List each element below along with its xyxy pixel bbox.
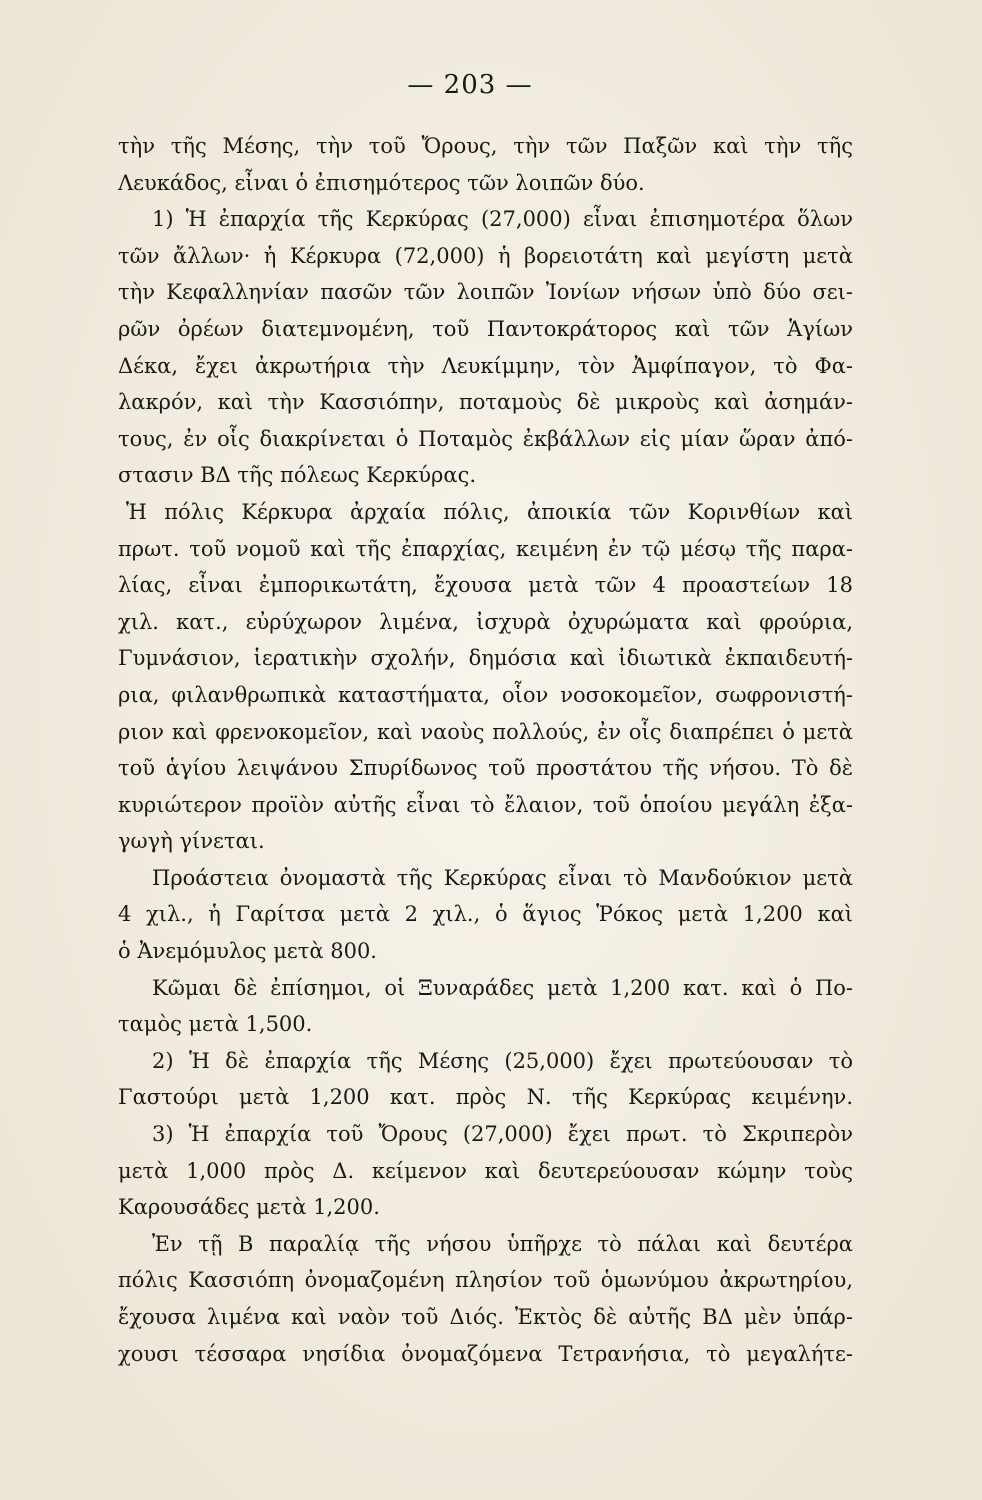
text-line: τὴν Κεφαλληνίαν πασῶν τῶν λοιπῶν Ἰονίων νήσων ὑπὸ δύο σει- — [118, 280, 853, 305]
text-line: πόλις Κασσιόπη ὀνομαζομένη πλησίον τοῦ ὁμωνύμου ἀκρωτηρίου, — [118, 1268, 853, 1293]
text-line: χιλ. κατ., εὐρύχωρον λιμένα, ἰσχυρὰ ὀχυρώματα καὶ φρούρια, — [118, 609, 853, 634]
text-line: ρῶν ὀρέων διατεμνομένη, τοῦ Παντοκράτορος καὶ τῶν Ἁγίων — [118, 316, 853, 341]
body-text — [118, 128, 853, 1372]
text-line: μετὰ 1,000 πρὸς Δ. κείμενον καὶ δευτερεύουσαν κώμην τοὺς — [118, 1158, 853, 1183]
text-line: Καρουσάδες μετὰ 1,200. — [118, 1195, 380, 1220]
text-line: Λευκάδος, εἶναι ὁ ἐπισημότερος τῶν λοιπῶν δύο. — [118, 170, 645, 195]
text-line: Ἐν τῇ Β παραλίᾳ τῆς νήσου ὑπῆρχε τὸ πάλαι καὶ δευτέρα — [152, 1231, 853, 1256]
text-line: ταμὸς μετὰ 1,500. — [118, 1012, 313, 1037]
text-line: κυριώτερον προϊὸν αὐτῆς εἶναι τὸ ἔλαιον, τοῦ ὁποίου μεγάλη ἐξα- — [118, 792, 853, 817]
text-line: ἔχουσα λιμένα καὶ ναὸν τοῦ Διός. Ἐκτὸς δὲ αὐτῆς ΒΔ μὲν ὑπάρ- — [118, 1305, 853, 1329]
text-line: Ἡ πόλις Κέρκυρα ἀρχαία πόλις, ἀποικία τῶν Κορινθίων καὶ — [126, 499, 853, 524]
text-line: ὁ Ἀνεμόμυλος μετὰ 800. — [118, 939, 377, 964]
text-line: Δέκα, ἔχει ἀκρωτήρια τὴν Λευκίμμην, τὸν Ἀμφίπαγον, τὸ Φα- — [118, 353, 853, 378]
text-line: 1) Ἡ ἐπαρχία τῆς Κερκύρας (27,000) εἶναι ἐπισημοτέρα ὅλων — [152, 207, 853, 232]
text-line: ριον καὶ φρενοκομεῖον, καὶ ναοὺς πολλούς, ἐν οἷς διαπρέπει ὁ μετὰ — [118, 719, 853, 744]
text-line: γωγὴ γίνεται. — [118, 829, 265, 854]
text-line: Προάστεια ὀνομαστὰ τῆς Κερκύρας εἶναι τὸ Μανδούκιον μετὰ — [152, 865, 853, 890]
text-line: 4 χιλ., ἡ Γαρίτσα μετὰ 2 χιλ., ὁ ἅγιος Ῥόκος μετὰ 1,200 καὶ — [118, 902, 853, 927]
text-line: στασιν ΒΔ τῆς πόλεως Κερκύρας. — [118, 463, 477, 488]
text-line: 2) Ἡ δὲ ἐπαρχία τῆς Μέσης (25,000) ἔχει πρωτεύουσαν τὸ — [152, 1048, 853, 1073]
text-line: πρωτ. τοῦ νομοῦ καὶ τῆς ἐπαρχίας, κειμένη ἐν τῷ μέσῳ τῆς παρα- — [118, 536, 853, 561]
text-line: τους, ἐν οἷς διακρίνεται ὁ Ποταμὸς ἐκβάλλων εἰς μίαν ὥραν ἀπό- — [118, 426, 853, 451]
text-line: ρια, φιλανθρωπικὰ καταστήματα, οἷον νοσοκομεῖον, σωφρονιστή- — [118, 682, 853, 707]
text-line: Κῶμαι δὲ ἐπίσημοι, οἱ Ξυναράδες μετὰ 1,200 κατ. καὶ ὁ Πο- — [152, 975, 853, 1000]
text-line: τοῦ ἁγίου λειψάνου Σπυρίδωνος τοῦ προστάτου τῆς νήσου. Τὸ δὲ — [118, 756, 853, 781]
text-line: λίας, εἶναι ἐμπορικωτάτη, ἔχουσα μετὰ τῶν 4 προαστείων 18 — [118, 573, 853, 598]
text-line: 3) Ἡ ἐπαρχία τοῦ Ὄρους (27,000) ἔχει πρωτ. τὸ Σκριπερὸν — [152, 1122, 853, 1147]
text-line: Γαστούρι μετὰ 1,200 κατ. πρὸς Ν. τῆς Κερκύρας κειμένην. — [118, 1085, 853, 1110]
text-line: τὴν τῆς Μέσης, τὴν τοῦ Ὄρους, τὴν τῶν Παξῶν καὶ τὴν τῆς — [118, 134, 853, 158]
page-number: — 203 — — [407, 70, 533, 100]
text-line: λακρόν, καὶ τὴν Κασσιόπην, ποταμοὺς δὲ μικροὺς καὶ ἀσημάν- — [118, 390, 853, 415]
text-line: τῶν ἄλλων· ἡ Κέρκυρα (72,000) ἡ βορειοτάτη καὶ μεγίστη μετὰ — [118, 243, 853, 268]
text-line: Γυμνάσιον, ἱερατικὴν σχολήν, δημόσια καὶ ἰδιωτικὰ ἐκπαιδευτή- — [118, 646, 853, 671]
text-line: χουσι τέσσαρα νησίδια ὀνομαζόμενα Τετρανήσια, τὸ μεγαλήτε- — [118, 1341, 853, 1366]
